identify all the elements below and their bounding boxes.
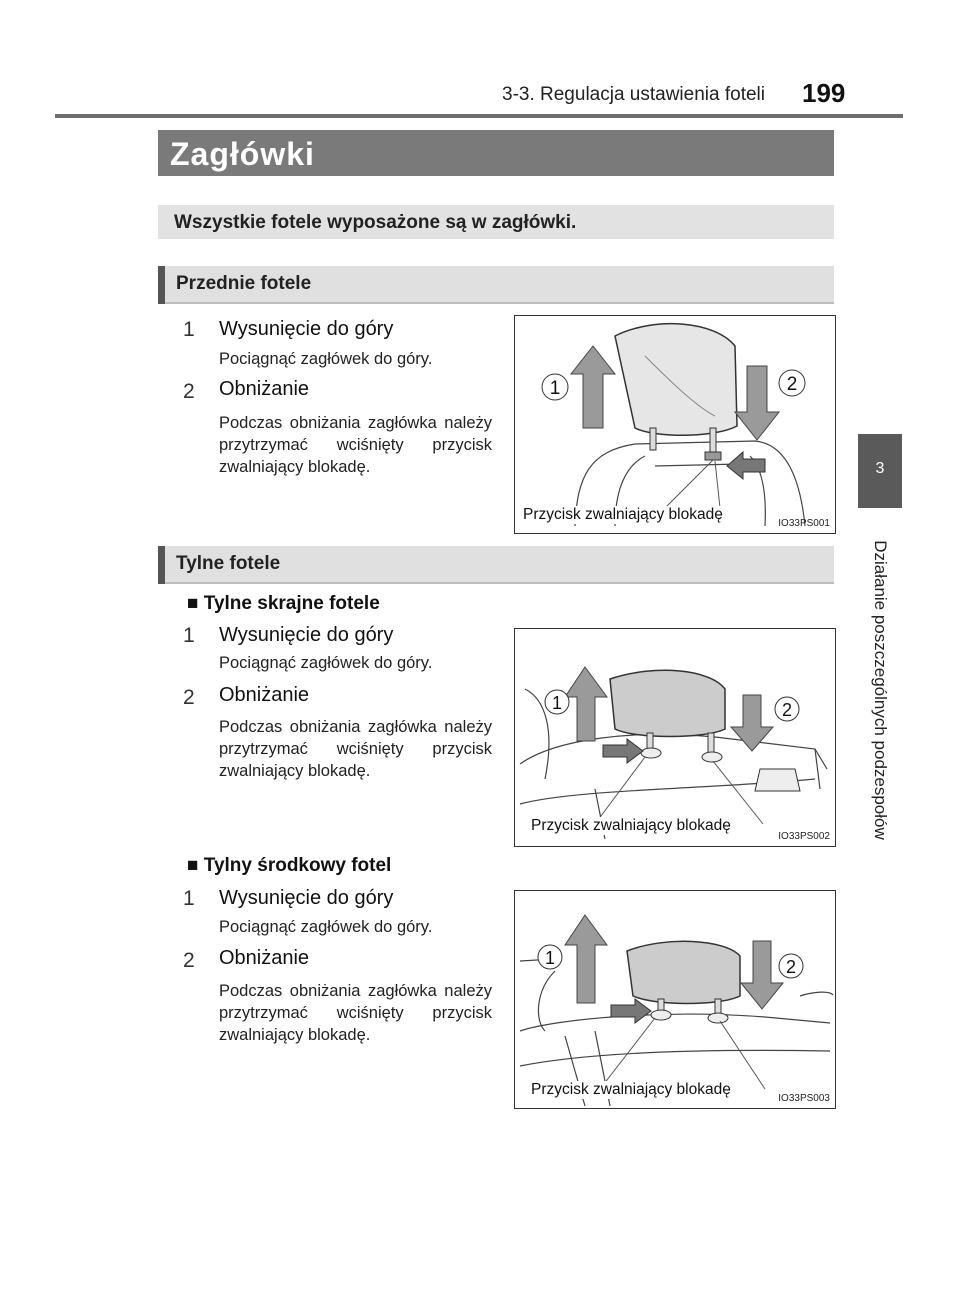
section-heading: Przednie fotele	[176, 273, 312, 294]
headrest-shape	[615, 324, 737, 436]
headrest-illustration	[515, 316, 835, 533]
step-description: Pociągnąć zagłówek do góry.	[219, 350, 433, 368]
headrest-shape	[627, 941, 740, 1003]
arrow-up-icon	[565, 915, 607, 1003]
step-number: 2	[183, 380, 195, 403]
callout-1-label: 1	[549, 378, 561, 399]
section-marker	[158, 546, 165, 584]
step-description: Pociągnąć zagłówek do góry.	[219, 918, 433, 936]
arrow-up-icon	[565, 667, 607, 741]
step-title: Obniżanie	[219, 947, 310, 969]
page-number: 199	[802, 78, 846, 108]
figure-caption: Przycisk zwalniający blokadę	[531, 1081, 731, 1098]
chapter-title: 3-3. Regulacja ustawienia foteli	[502, 84, 765, 105]
headrest-post	[650, 428, 656, 450]
bullet-square: ■	[187, 593, 199, 614]
callout-2-label: 2	[781, 700, 793, 720]
step-number: 2	[183, 686, 195, 709]
section-marker	[158, 266, 165, 304]
bullet-square: ■	[187, 855, 199, 876]
figure-rear-center-headrest	[514, 890, 836, 1109]
step-number: 1	[183, 624, 195, 647]
intro-text: Wszystkie fotele wyposażone są w zagłówki.	[174, 212, 577, 233]
callout-1-label: 1	[551, 693, 563, 713]
figure-caption: Przycisk zwalniający blokadę	[531, 817, 731, 834]
chapter-tab-text: Działanie poszczególnych podzespołów	[871, 540, 890, 840]
headrest-illustration	[515, 629, 835, 846]
step-title: Wysunięcie do góry	[219, 318, 394, 340]
section-heading: Tylne fotele	[176, 553, 281, 574]
subsection-center-seat	[187, 855, 391, 877]
chapter-tab-number: 3	[875, 460, 885, 477]
subsection-heading: Tylne skrajne fotele	[203, 593, 380, 614]
subsection-outer-seats	[187, 593, 380, 615]
headrest-shape	[610, 670, 725, 736]
callout-2-label: 2	[785, 957, 797, 977]
arrow-down-icon	[741, 941, 783, 1009]
step-number: 2	[183, 949, 195, 972]
release-button-icon	[705, 452, 721, 460]
callout-1-label: 1	[544, 948, 556, 968]
step-number: 1	[183, 318, 195, 341]
headrest-illustration	[515, 891, 835, 1108]
arrow-left-icon	[727, 452, 765, 479]
chapter-tab	[858, 434, 902, 508]
step-title: Obniżanie	[219, 378, 310, 400]
subsection-heading: Tylny środkowy fotel	[203, 855, 392, 876]
step-title: Wysunięcie do góry	[219, 887, 394, 909]
page-title-banner	[158, 130, 834, 176]
step-description: Podczas obniżania zagłówka należy przytrzymać wciśnięty przycisk zwalniający blokadę.	[219, 982, 492, 1044]
step-number: 1	[183, 887, 195, 910]
step-description: Podczas obniżania zagłówka należy przytrzymać wciśnięty przycisk zwalniający blokadę.	[219, 718, 492, 780]
step-title: Obniżanie	[219, 684, 310, 706]
arrow-up-icon	[571, 346, 615, 428]
intro-banner	[158, 205, 834, 239]
section-front-seats	[158, 266, 834, 304]
figure-code: IO33PS001	[778, 518, 830, 529]
figure-rear-outer-headrest	[514, 628, 836, 847]
callout-2-label: 2	[786, 374, 798, 395]
arrow-right-icon	[611, 999, 651, 1023]
figure-code: IO33PS002	[778, 831, 830, 842]
arrow-down-icon	[735, 366, 779, 440]
step-title: Wysunięcie do góry	[219, 624, 394, 646]
figure-code: IO33PS003	[778, 1093, 830, 1104]
section-rear-seats	[158, 546, 834, 584]
step-description: Pociągnąć zagłówek do góry.	[219, 654, 433, 672]
header-divider	[55, 114, 903, 118]
step-description: Podczas obniżania zagłówka należy przytrzymać wciśnięty przycisk zwalniający blokadę.	[219, 414, 492, 476]
page-title: Zagłówki	[170, 136, 315, 172]
arrow-right-icon	[603, 739, 643, 763]
figure-front-headrest	[514, 315, 836, 534]
headrest-post	[710, 428, 716, 452]
figure-caption: Przycisk zwalniający blokadę	[523, 506, 723, 523]
